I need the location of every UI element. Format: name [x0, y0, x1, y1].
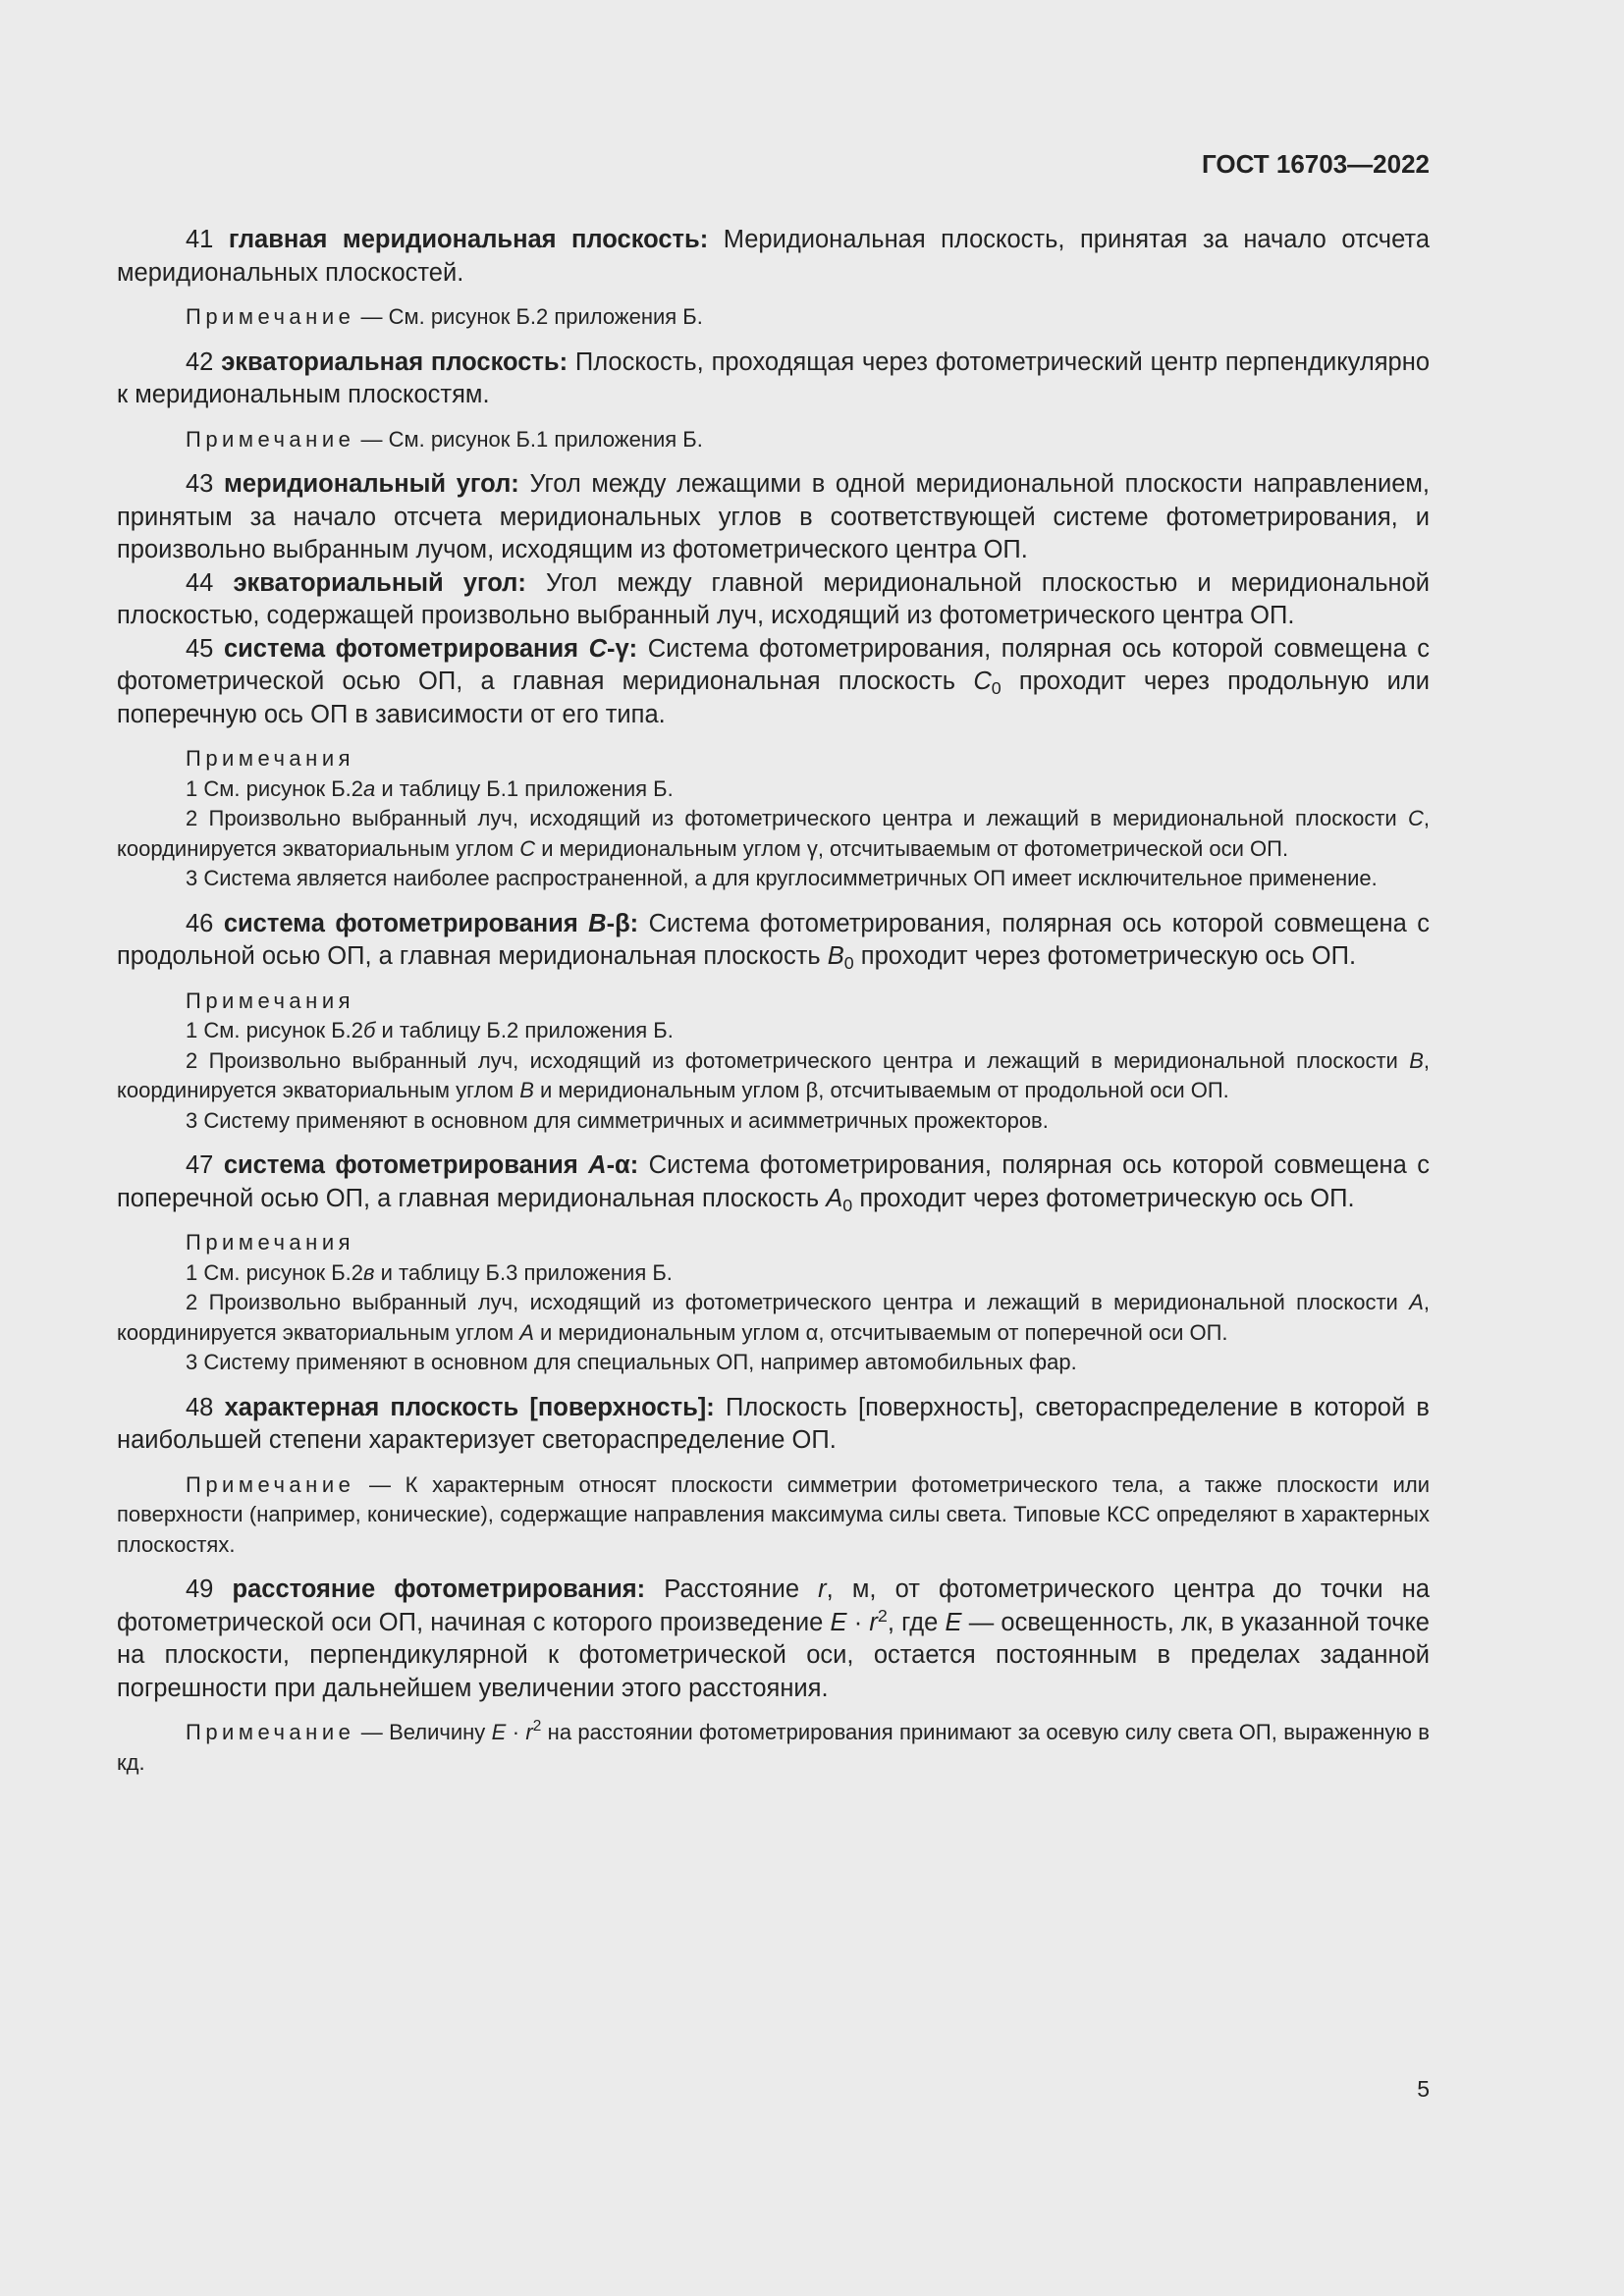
- term-definition: Угол между главной меридиональной плоскостью и меридиональной плоскостью, содержащей произвольно выбранный луч, исходящий из фотометрического центра ОП.: [117, 568, 1431, 629]
- term-name: главная меридиональная плоскость:: [228, 226, 709, 253]
- term-45: 45 система фотометрирования C-γ: Система фотометрирования, полярная ось которой совмещена с фотометрической осью ОП, а главная меридиональная плоскость $C_0$ проходит через продольную или поперечную ось ОП в зависимости от его типа.: [117, 634, 1430, 728]
- notes-label: Примечания: [186, 988, 355, 1013]
- note-item: 2 Произвольно выбранный луч, исходящий из фотометрического центра и лежащий в меридиональной плоскости C, координируется экваториальным углом C и меридиональным углом γ, отсчитываемым от фотометрической оси ОП.: [117, 806, 1430, 861]
- note-item: 2 Произвольно выбранный луч, исходящий из фотометрического центра и лежащий в меридиональной плоскости B, координируется экваториальным углом B и меридиональным углом β, отсчитываемым от продольной оси ОП.: [117, 1047, 1430, 1102]
- term-name: экваториальный угол:: [233, 568, 526, 597]
- term-43: 43 меридиональный угол: Угол между лежащими в одной меридиональной плоскости направлением, принятым за начало отсчета меридиональных углов в соответствующей системе фотометрирования, и произвольно выбранным лучом, исходящим из фотометрического центра ОП.: [117, 470, 1430, 563]
- term-48: 48 характерная плоскость [поверхность]: Плоскость [поверхность], светораспределение в которой в наибольшей степени характеризует светораспределение ОП.: [117, 1393, 1430, 1454]
- term-44: 44 экваториальный угол: Угол между главной меридиональной плоскостью и меридиональной плоскостью, содержащей произвольно выбранный луч, исходящий из фотометрического центра ОП.: [117, 568, 1431, 629]
- notes-47: [117, 1228, 1430, 1378]
- note-text: — См. рисунок Б.1 приложения Б.: [360, 426, 703, 452]
- note-item: 2 Произвольно выбранный луч, исходящий из фотометрического центра и лежащий в меридиональной плоскости A, координируется экваториальным углом A и меридиональным углом α, отсчитываемым от поперечной оси ОП.: [117, 1290, 1430, 1345]
- term-name: система фотометрирования A-α:: [223, 1151, 639, 1179]
- notes-label: Примечания: [186, 1230, 355, 1255]
- term-46: 46 система фотометрирования B-β: Система фотометрирования, полярная ось которой совмещена с продольной осью ОП, а главная меридиональная плоскость $B_0$ проходит через фотометрическую ось ОП.: [117, 909, 1430, 973]
- term-definition: Плоскость [поверхность], светораспределение в которой в наибольшей степени характеризует светораспределение ОП.: [117, 1393, 1430, 1454]
- notes-label: Примечания: [186, 746, 355, 771]
- note-item: 3 Система является наиболее распространенной, а для круглосимметричных ОП имеет исключительное применение.: [186, 866, 1378, 890]
- note-label: Примечание: [186, 1720, 355, 1744]
- note-item: 1 См. рисунок Б.2в и таблицу Б.3 приложения Б.: [186, 1259, 673, 1285]
- term-47: 47 система фотометрирования A-α: Система фотометрирования, полярная ось которой совмещена с поперечной осью ОП, а главная меридиональная плоскость $A_0$ проходит через фотометрическую ось ОП.: [117, 1151, 1430, 1215]
- note-41: [117, 302, 1430, 333]
- note-text: — Величину $E \cdot r^2$ на расстоянии фотометрирования принимают за осевую силу света ОП, выраженную в кд.: [117, 1718, 1430, 1775]
- term-name: экваториальная плоскость:: [221, 347, 568, 376]
- term-name: система фотометрирования B-β:: [223, 909, 639, 937]
- note-text: — К характерным относят плоскости симметрии фотометрического тела, а также плоскости или поверхности (например, конические), содержащие направления максимума силы света. Типовые КСС определяют в характерных плоскостях.: [117, 1471, 1430, 1557]
- term-name: характерная плоскость [поверхность]:: [224, 1393, 715, 1421]
- notes-46: [117, 987, 1430, 1137]
- note-text: — См. рисунок Б.2 приложения Б.: [360, 304, 703, 329]
- note-49: [117, 1718, 1430, 1778]
- term-definition: Плоскость, проходящая через фотометрический центр перпендикулярно к меридиональным плоскостям.: [117, 347, 1431, 408]
- term-definition: Система фотометрирования, полярная ось которой совмещена с продольной осью ОП, а главная меридиональная плоскость $B_0$ проходит через фотометрическую ось ОП.: [117, 909, 1430, 973]
- term-definition: Меридиональная плоскость, принятая за начало отсчета меридиональных плоскостей.: [117, 226, 1431, 287]
- term-name: расстояние фотометрирования:: [232, 1575, 646, 1603]
- note-label: Примечание: [186, 426, 355, 452]
- note-item: 1 См. рисунок Б.2а и таблицу Б.1 приложения Б.: [186, 775, 674, 801]
- note-42: [117, 425, 1430, 455]
- term-definition: Угол между лежащими в одной меридиональной плоскости направлением, принятым за начало отсчета меридиональных углов в соответствующей системе фотометрирования, и произвольно выбранным лучом, исходящим из фотометрического центра ОП.: [117, 470, 1430, 563]
- page-number: 5: [1417, 2076, 1430, 2102]
- term-41: 41 главная меридиональная плоскость: Меридиональная плоскость, принятая за начало отсчета меридиональных плоскостей.: [117, 226, 1431, 287]
- term-name: меридиональный угол:: [224, 470, 519, 498]
- note-item: 1 См. рисунок Б.2б и таблицу Б.2 приложения Б.: [186, 1018, 674, 1042]
- term-name: система фотометрирования C-γ:: [223, 634, 638, 663]
- term-49: 49 расстояние фотометрирования: Расстояние r, м, от фотометрического центра до точки на фотометрической оси ОП, начиная с которого произведение $E \cdot r^2$, где E — освещенность, лк, в указанной точке на плоскости, перпендикулярной к фотометрической оси, остается постоянным в пределах заданной погрешности при дальнейшем увеличении этого расстояния.: [117, 1575, 1430, 1702]
- standard-code-header: ГОСТ 16703—2022: [1202, 149, 1430, 179]
- note-48: [117, 1470, 1430, 1561]
- notes-45: [117, 744, 1430, 894]
- note-item: 3 Систему применяют в основном для симметричных и асимметричных прожекторов.: [186, 1107, 1049, 1133]
- note-item: 3 Систему применяют в основном для специальных ОП, например автомобильных фар.: [186, 1350, 1077, 1374]
- document-body: [117, 224, 1430, 1778]
- term-42: 42 экваториальная плоскость: Плоскость, проходящая через фотометрический центр перпендикулярно к меридиональным плоскостям.: [117, 347, 1431, 408]
- term-definition: Расстояние r, м, от фотометрического центра до точки на фотометрической оси ОП, начиная с которого произведение $E \cdot r^2$, где E — освещенность, лк, в указанной точке на плоскости, перпендикулярной к фотометрической оси, остается постоянным в пределах заданной погрешности при дальнейшем увеличении этого расстояния.: [117, 1575, 1430, 1702]
- note-label: Примечание: [186, 1471, 355, 1497]
- term-definition: Система фотометрирования, полярная ось которой совмещена с поперечной осью ОП, а главная меридиональная плоскость $A_0$ проходит через фотометрическую ось ОП.: [117, 1151, 1430, 1215]
- term-definition: Система фотометрирования, полярная ось которой совмещена с фотометрической осью ОП, а главная меридиональная плоскость $C_0$ проходит через продольную или поперечную ось ОП в зависимости от его типа.: [117, 634, 1430, 728]
- note-label: Примечание: [186, 304, 355, 329]
